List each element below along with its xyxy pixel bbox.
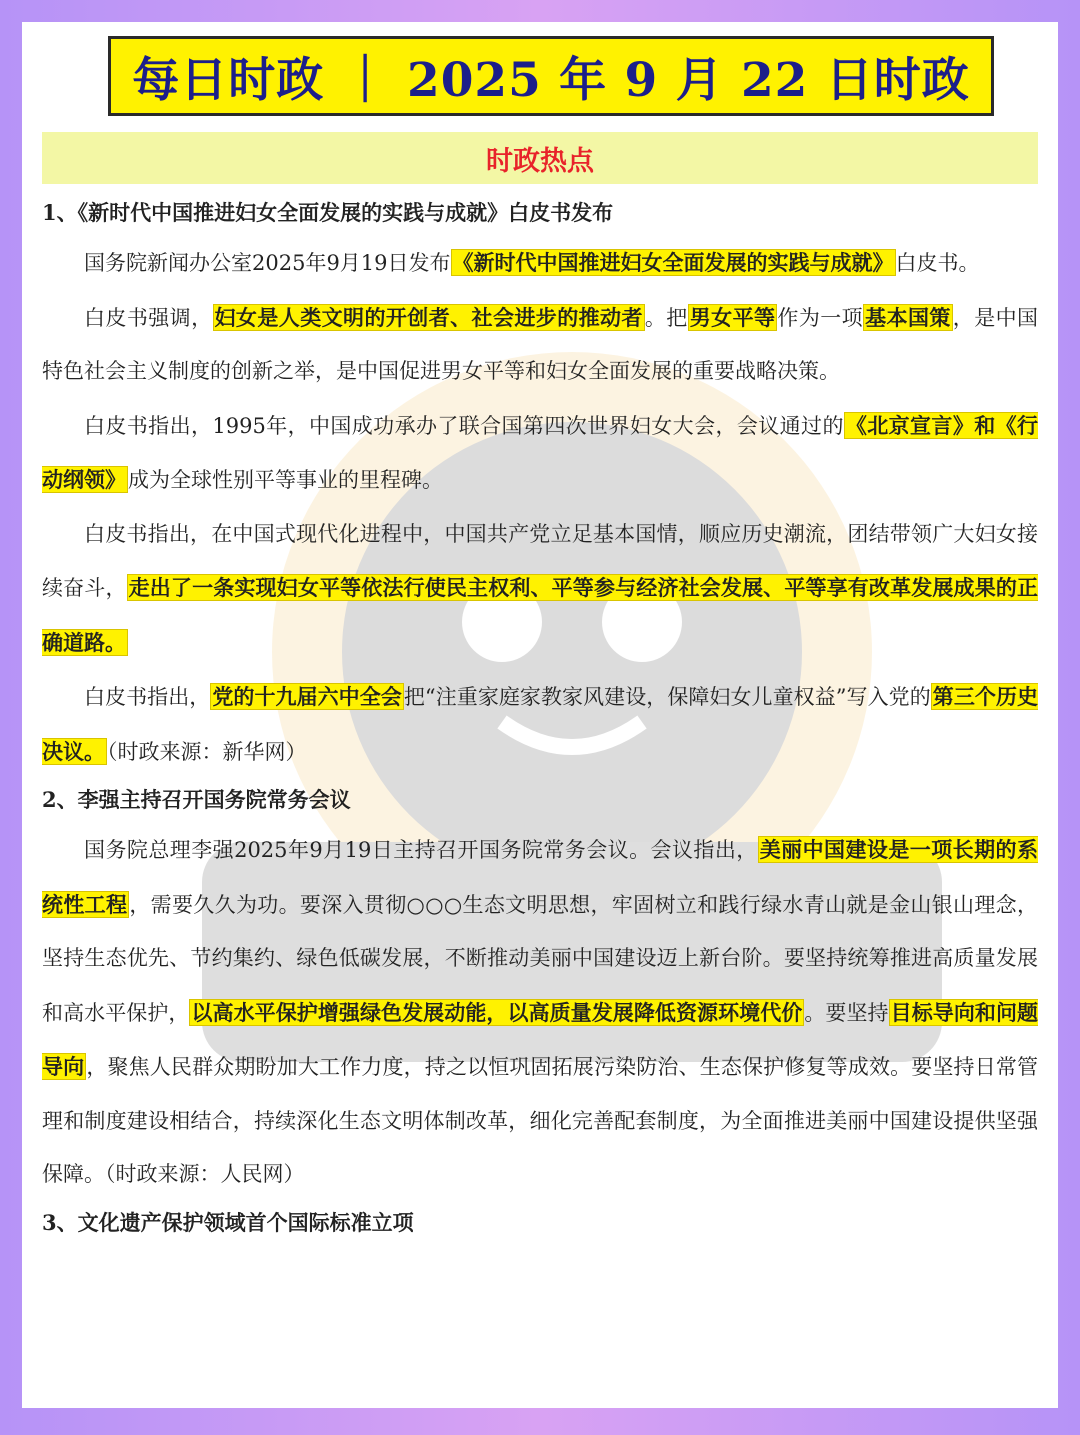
news-item-1-paragraph-4: 白皮书指出，在中国式现代化进程中，中国共产党立足基本国情，顺应历史潮流，团结带领广大妇女接续奋斗，走出了一条实现妇女平等依法行使民主权利、平等参与经济社会发展、平等享有改革发展成果的正确道路。 <box>42 521 1038 655</box>
source-note: （时政来源：新华网） <box>107 739 307 764</box>
page-title: 每日时政 ｜ 2025 年 9 月 22 日时政 <box>108 36 994 116</box>
highlight: 目标导向和问题导向 <box>42 999 1039 1079</box>
news-item-1-paragraph-1: 国务院新闻办公室2025年9月19日发布《新时代中国推进妇女全面发展的实践与成就》白皮书。 <box>84 250 980 275</box>
news-item-3-title: 3、文化遗产保护领域首个国际标准立项 <box>42 1209 414 1235</box>
highlight: 基本国策 <box>865 304 951 330</box>
highlight: 走出了一条实现妇女平等依法行使民主权利、平等参与经济社会发展、平等享有改革发展成果的正确道路。 <box>42 575 1038 655</box>
highlight: 美丽中国建设是一项长期的系统性工程 <box>42 837 1038 917</box>
section-heading: 时政热点 <box>42 132 1038 184</box>
news-item-1-paragraph-2: 白皮书强调，妇女是人类文明的开创者、社会进步的推动者。把男女平等作为一项基本国策，是中国特色社会主义制度的创新之举，是中国促进男女平等和妇女全面发展的重要战略决策。 <box>42 304 1039 383</box>
highlight: 党的十九届六中全会 <box>212 684 402 709</box>
highlight: 第三个历史决议。 <box>42 684 1039 764</box>
highlight: 以高水平保护增强绿色发展动能，以高质量发展降低资源环境代价 <box>191 999 803 1025</box>
article-body <box>42 192 1038 1246</box>
highlight: 男女平等 <box>689 304 776 330</box>
news-item-2-paragraph-1: 国务院总理李强2025年9月19日主持召开国务院常务会议。会议指出，美丽中国建设是一项长期的系统性工程，需要久久为功。要深入贯彻○○○生态文明思想，牢固树立和践行绿水青山就是金山银山理念，坚持生态优先、节约集约、绿色低碳发展，不断推动美丽中国建设迈上新台阶。要坚持统筹推进高质量发展和高水平保护，以高水平保护增强绿色发展动能，以高质量发展降低资源环境代价。要坚持目标导向和问题导向，聚焦人民群众期盼加大工作力度，持之以恒巩固拓展污染防治、生态保护修复等成效。要坚持日常管理和制度建设相结合，持续深化生态文明体制改革，细化完善配套制度，为全面推进美丽中国建设提供坚强保障。（时政来源：人民网） <box>42 837 1039 1186</box>
news-item-1-paragraph-5: 白皮书指出，党的十九届六中全会把“注重家庭家教家风建设，保障妇女儿童权益”写入党的第三个历史决议。（时政来源：新华网） <box>42 684 1039 764</box>
news-item-2-title: 2、李强主持召开国务院常务会议 <box>42 787 351 812</box>
highlight: 妇女是人类文明的开创者、社会进步的推动者 <box>214 304 643 330</box>
news-item-1-paragraph-3: 白皮书指出，1995年，中国成功承办了联合国第四次世界妇女大会，会议通过的《北京宣言》和《行动纲领》成为全球性别平等事业的里程碑。 <box>42 412 1038 492</box>
highlight: 《北京宣言》和《行动纲领》 <box>42 412 1038 492</box>
highlight: 《新时代中国推进妇女全面发展的实践与成就》 <box>452 250 894 275</box>
news-item-1-title: 1、《新时代中国推进妇女全面发展的实践与成就》白皮书发布 <box>42 200 614 225</box>
page-frame <box>22 22 1058 1408</box>
